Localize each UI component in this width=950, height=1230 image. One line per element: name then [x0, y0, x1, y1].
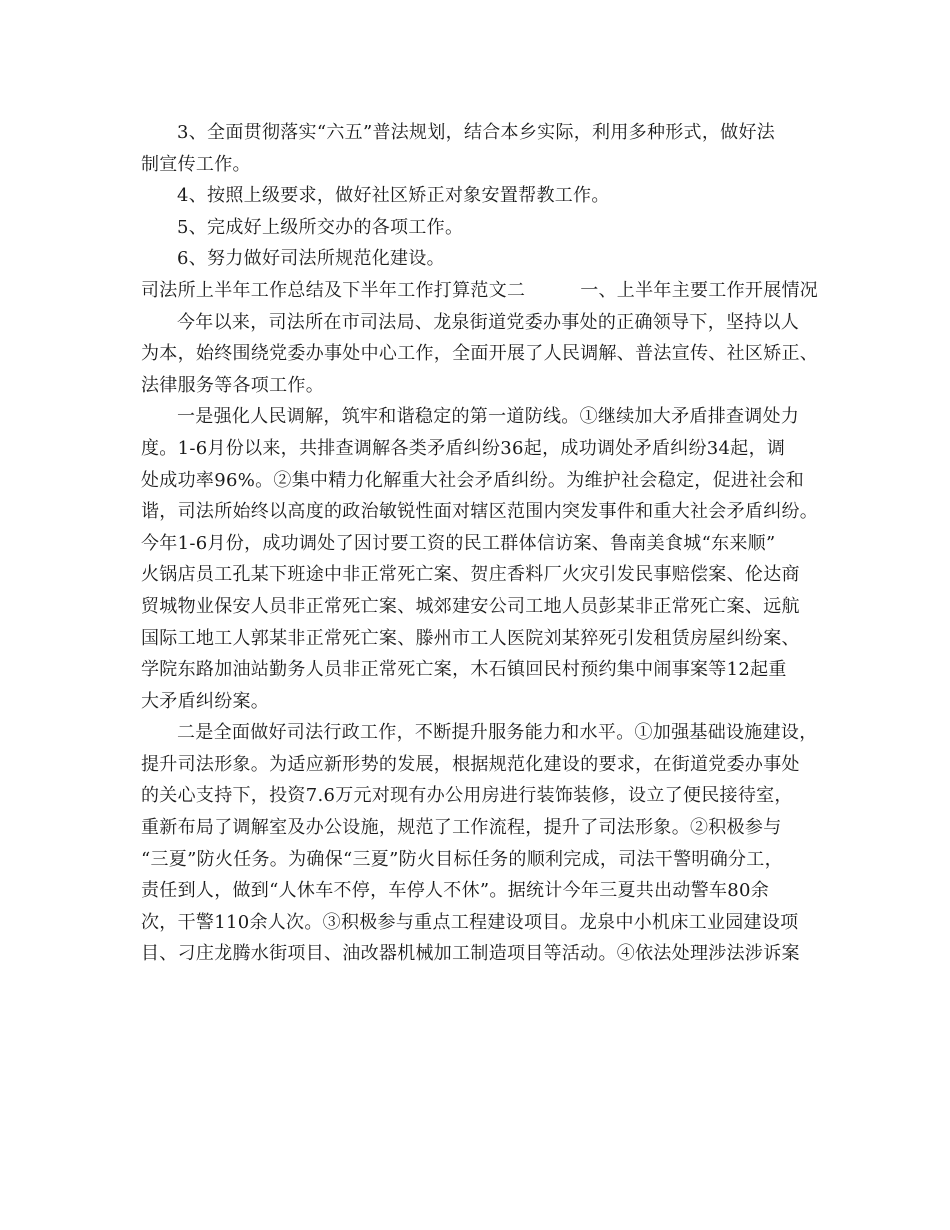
paragraph-line: 6、努力做好司法所规范化建设。 [177, 248, 445, 270]
paragraph-line: 国际工地工人郭某非正常死亡案、滕州市工人医院刘某猝死引发租赁房屋纠纷案、 [141, 627, 800, 649]
paragraph-line: 3、全面贯彻落实“六五”普法规划，结合本乡实际，利用多种形式，做好法 [177, 122, 776, 143]
paragraph-line: 火锅店员工孔某下班途中非正常死亡案、贺庄香料厂火灾引发民事赔偿案、伦达商 [141, 564, 800, 586]
paragraph-line: 法律服务等各项工作。 [141, 374, 324, 396]
document-body [141, 117, 831, 970]
paragraph-line: 今年1-6月份，成功调处了因讨要工资的民工群体信访案、鲁南美食城“东来顺” [141, 532, 776, 554]
paragraph-line: 大矛盾纠纷案。 [141, 690, 270, 712]
paragraph-line: 为本，始终围绕党委办事处中心工作，全面开展了人民调解、普法宣传、社区矫正、 [141, 343, 819, 365]
paragraph-line: 制宣传工作。 [141, 153, 251, 175]
paragraph-line: 谐，司法所始终以高度的政治敏锐性面对辖区范围内突发事件和重大社会矛盾纠纷。 [141, 501, 819, 523]
paragraph-line: 二是全面做好司法行政工作，不断提升服务能力和水平。①加强基础设施建设， [177, 722, 818, 744]
paragraph-line: 度。1-6月份以来，共排查调解各类矛盾纠纷36起，成功调处矛盾纠纷34起，调 [141, 437, 786, 459]
paragraph-line: 处成功率96%。②集中精力化解重大社会矛盾纠纷。为维护社会稳定，促进社会和 [141, 469, 805, 491]
paragraph-line: 责任到人，做到“人休车不停，车停人不休”。据统计今年三夏共出动警车80余 [141, 880, 770, 902]
section-heading-line: 司法所上半年工作总结及下半年工作打算范文二 一、上半年主要工作开展情况 [141, 279, 819, 301]
paragraph-line: 重新布局了调解室及办公设施，规范了工作流程，提升了司法形象。②积极参与 [141, 817, 782, 839]
paragraph-line: 目、刁庄龙腾水街项目、油改器机械加工制造项目等活动。④依法处理涉法涉诉案 [141, 943, 800, 965]
paragraph-line: 学院东路加油站勤务人员非正常死亡案，木石镇回民村预约集中闹事案等12起重 [141, 659, 787, 681]
paragraph-line: 一是强化人民调解，筑牢和谐稳定的第一道防线。①继续加大矛盾排查调处力 [177, 406, 800, 428]
paragraph-line: 的关心支持下，投资7.6万元对现有办公用房进行装饰装修，设立了便民接待室， [141, 785, 793, 807]
paragraph-line: 次，干警110余人次。③积极参与重点工程建设项目。龙泉中小机床工业园建设项 [141, 911, 799, 933]
paragraph-line: 今年以来，司法所在市司法局、龙泉街道党委办事处的正确领导下，坚持以人 [177, 311, 800, 333]
paragraph-line: 贸城物业保安人员非正常死亡案、城郊建安公司工地人员彭某非正常死亡案、远航 [141, 595, 800, 617]
paragraph-line: 提升司法形象。为适应新形势的发展，根据规范化建设的要求，在街道党委办事处 [141, 753, 800, 775]
paragraph-line: 4、按照上级要求，做好社区矫正对象安置帮教工作。 [177, 185, 610, 207]
paragraph-line: “三夏”防火任务。为确保“三夏”防火目标任务的顺利完成，司法干警明确分工， [141, 848, 783, 870]
paragraph-line: 5、完成好上级所交办的各项工作。 [177, 216, 464, 238]
